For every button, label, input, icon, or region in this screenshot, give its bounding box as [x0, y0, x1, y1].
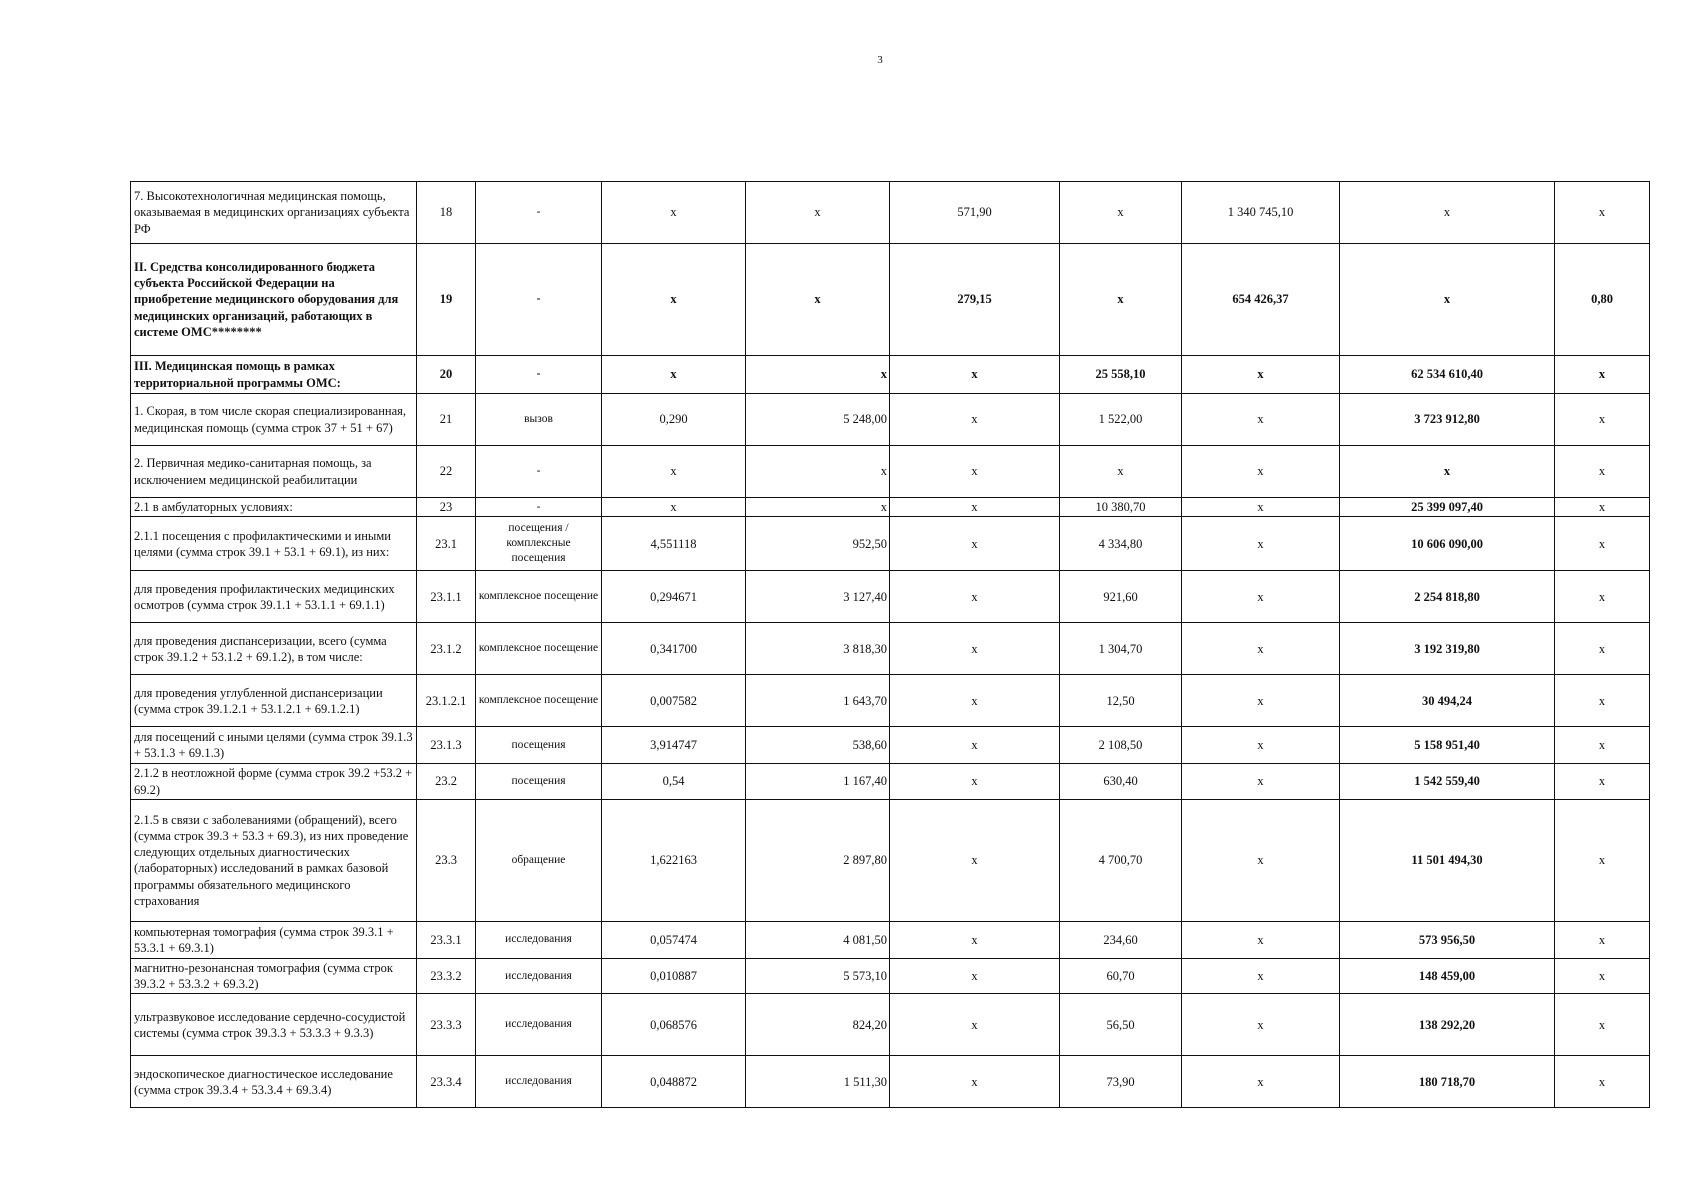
- volume-norm-cell: 0,341700: [602, 623, 746, 675]
- cost-norm-cell: 2 897,80: [746, 799, 890, 921]
- row-number-cell: 23.3.4: [417, 1056, 476, 1108]
- cost-norm-cell: 824,20: [746, 994, 890, 1056]
- share-cell: x: [1555, 182, 1650, 244]
- unit-cell: вызов: [476, 394, 602, 446]
- row-name-cell: 1. Скорая, в том числе скорая специализированная, медицинская помощь (сумма строк 37 + 51 + 67): [131, 394, 417, 446]
- row-name-cell: 2.1.5 в связи с заболеваниями (обращений), всего (сумма строк 39.3 + 53.3 + 69.3), из них проведение следующих отдельных диагностических (лабораторных) исследований в рамках базовой программы обязательного медицинского страхования: [131, 799, 417, 921]
- capita-budget-cell: 279,15: [890, 244, 1060, 356]
- cost-norm-cell: 5 573,10: [746, 958, 890, 994]
- cost-norm-cell: 3 127,40: [746, 571, 890, 623]
- capita-oms-cell: 1 522,00: [1060, 394, 1182, 446]
- row-name-cell: для посещений с иными целями (сумма строк 39.1.3 + 53.1.3 + 69.1.3): [131, 727, 417, 764]
- share-cell: x: [1555, 764, 1650, 800]
- share-cell: x: [1555, 571, 1650, 623]
- cost-budget-cell: x: [1182, 994, 1340, 1056]
- unit-cell: посещения: [476, 727, 602, 764]
- capita-oms-cell: 12,50: [1060, 675, 1182, 727]
- cost-oms-cell: 5 158 951,40: [1340, 727, 1555, 764]
- unit-cell: -: [476, 446, 602, 498]
- unit-cell: -: [476, 498, 602, 517]
- cost-oms-cell: 11 501 494,30: [1340, 799, 1555, 921]
- cost-oms-cell: 1 542 559,40: [1340, 764, 1555, 800]
- row-name-cell: магнитно-резонансная томография (сумма строк 39.3.2 + 53.3.2 + 69.3.2): [131, 958, 417, 994]
- cost-oms-cell: 3 723 912,80: [1340, 394, 1555, 446]
- cost-norm-cell: x: [746, 356, 890, 394]
- capita-oms-cell: 25 558,10: [1060, 356, 1182, 394]
- table-row: [131, 446, 1650, 498]
- cost-norm-cell: 4 081,50: [746, 921, 890, 958]
- unit-cell: -: [476, 356, 602, 394]
- page-number: 3: [877, 54, 883, 66]
- capita-budget-cell: x: [890, 958, 1060, 994]
- row-name-cell: эндоскопическое диагностическое исследование (сумма строк 39.3.4 + 53.3.4 + 69.3.4): [131, 1056, 417, 1108]
- row-name-cell: 2.1 в амбулаторных условиях:: [131, 498, 417, 517]
- cost-norm-cell: x: [746, 498, 890, 517]
- row-name-cell: для проведения углубленной диспансеризации (сумма строк 39.1.2.1 + 53.1.2.1 + 69.1.2.1): [131, 675, 417, 727]
- cost-budget-cell: x: [1182, 764, 1340, 800]
- row-number-cell: 22: [417, 446, 476, 498]
- row-number-cell: 21: [417, 394, 476, 446]
- row-name-cell: 2.1.1 посещения с профилактическими и иными целями (сумма строк 39.1 + 53.1 + 69.1), из них:: [131, 517, 417, 571]
- share-cell: x: [1555, 498, 1650, 517]
- cost-budget-cell: x: [1182, 921, 1340, 958]
- row-name-cell: 2. Первичная медико-санитарная помощь, за исключением медицинской реабилитации: [131, 446, 417, 498]
- row-number-cell: 23.3.3: [417, 994, 476, 1056]
- capita-budget-cell: x: [890, 921, 1060, 958]
- cost-budget-cell: x: [1182, 1056, 1340, 1108]
- cost-oms-cell: 573 956,50: [1340, 921, 1555, 958]
- table-row: [131, 727, 1650, 764]
- unit-cell: посещения / комплексные посещения: [476, 517, 602, 571]
- row-number-cell: 23.3: [417, 799, 476, 921]
- cost-oms-cell: 62 534 610,40: [1340, 356, 1555, 394]
- volume-norm-cell: 4,551118: [602, 517, 746, 571]
- volume-norm-cell: 3,914747: [602, 727, 746, 764]
- cost-budget-cell: x: [1182, 446, 1340, 498]
- table-row: [131, 394, 1650, 446]
- cost-norm-cell: x: [746, 244, 890, 356]
- capita-budget-cell: x: [890, 446, 1060, 498]
- unit-cell: посещения: [476, 764, 602, 800]
- table-row: [131, 799, 1650, 921]
- table-body: [131, 182, 1650, 1108]
- share-cell: x: [1555, 921, 1650, 958]
- unit-cell: комплексное посещение: [476, 571, 602, 623]
- cost-oms-cell: 138 292,20: [1340, 994, 1555, 1056]
- unit-cell: комплексное посещение: [476, 675, 602, 727]
- volume-norm-cell: x: [602, 182, 746, 244]
- cost-oms-cell: 180 718,70: [1340, 1056, 1555, 1108]
- row-number-cell: 23.1.1: [417, 571, 476, 623]
- row-number-cell: 19: [417, 244, 476, 356]
- row-number-cell: 23.1.2: [417, 623, 476, 675]
- cost-budget-cell: x: [1182, 675, 1340, 727]
- capita-budget-cell: x: [890, 498, 1060, 517]
- unit-cell: исследования: [476, 994, 602, 1056]
- row-number-cell: 23.1.2.1: [417, 675, 476, 727]
- capita-budget-cell: x: [890, 727, 1060, 764]
- cost-oms-cell: x: [1340, 244, 1555, 356]
- cost-budget-cell: x: [1182, 958, 1340, 994]
- cost-budget-cell: x: [1182, 517, 1340, 571]
- capita-oms-cell: 630,40: [1060, 764, 1182, 800]
- share-cell: x: [1555, 356, 1650, 394]
- share-cell: x: [1555, 958, 1650, 994]
- share-cell: x: [1555, 994, 1650, 1056]
- table-row: [131, 675, 1650, 727]
- capita-oms-cell: 73,90: [1060, 1056, 1182, 1108]
- row-number-cell: 23.1: [417, 517, 476, 571]
- share-cell: x: [1555, 394, 1650, 446]
- cost-budget-cell: 654 426,37: [1182, 244, 1340, 356]
- cost-budget-cell: x: [1182, 799, 1340, 921]
- volume-norm-cell: 1,622163: [602, 799, 746, 921]
- cost-oms-cell: 2 254 818,80: [1340, 571, 1555, 623]
- capita-oms-cell: 10 380,70: [1060, 498, 1182, 517]
- unit-cell: обращение: [476, 799, 602, 921]
- capita-budget-cell: x: [890, 799, 1060, 921]
- cost-oms-cell: x: [1340, 182, 1555, 244]
- unit-cell: исследования: [476, 958, 602, 994]
- cost-oms-cell: 30 494,24: [1340, 675, 1555, 727]
- capita-budget-cell: x: [890, 675, 1060, 727]
- share-cell: x: [1555, 727, 1650, 764]
- cost-oms-cell: x: [1340, 446, 1555, 498]
- cost-budget-cell: x: [1182, 498, 1340, 517]
- table-row: [131, 182, 1650, 244]
- cost-budget-cell: x: [1182, 356, 1340, 394]
- row-name-cell: для проведения диспансеризации, всего (сумма строк 39.1.2 + 53.1.2 + 69.1.2), в том числе:: [131, 623, 417, 675]
- unit-cell: -: [476, 244, 602, 356]
- cost-norm-cell: 3 818,30: [746, 623, 890, 675]
- cost-norm-cell: 1 643,70: [746, 675, 890, 727]
- share-cell: x: [1555, 675, 1650, 727]
- capita-budget-cell: x: [890, 1056, 1060, 1108]
- cost-oms-cell: 10 606 090,00: [1340, 517, 1555, 571]
- table-row: [131, 994, 1650, 1056]
- capita-oms-cell: 56,50: [1060, 994, 1182, 1056]
- share-cell: x: [1555, 799, 1650, 921]
- table-row: [131, 498, 1650, 517]
- row-name-cell: ультразвуковое исследование сердечно-сосудистой системы (сумма строк 39.3.3 + 53.3.3 + 9.3.3): [131, 994, 417, 1056]
- table-row: [131, 921, 1650, 958]
- unit-cell: комплексное посещение: [476, 623, 602, 675]
- share-cell: 0,80: [1555, 244, 1650, 356]
- volume-norm-cell: x: [602, 244, 746, 356]
- cost-budget-cell: x: [1182, 394, 1340, 446]
- volume-norm-cell: 0,007582: [602, 675, 746, 727]
- capita-budget-cell: x: [890, 764, 1060, 800]
- volume-norm-cell: 0,010887: [602, 958, 746, 994]
- capita-budget-cell: 571,90: [890, 182, 1060, 244]
- row-name-cell: 2.1.2 в неотложной форме (сумма строк 39.2 +53.2 + 69.2): [131, 764, 417, 800]
- table-row: [131, 1056, 1650, 1108]
- cost-budget-cell: x: [1182, 623, 1340, 675]
- share-cell: x: [1555, 517, 1650, 571]
- share-cell: x: [1555, 446, 1650, 498]
- row-number-cell: 20: [417, 356, 476, 394]
- capita-oms-cell: 234,60: [1060, 921, 1182, 958]
- volume-norm-cell: x: [602, 356, 746, 394]
- table-row: [131, 958, 1650, 994]
- row-name-cell: II. Средства консолидированного бюджета субъекта Российской Федерации на приобретение медицинского оборудования для медицинских организаций, работающих в системе ОМС********: [131, 244, 417, 356]
- cost-oms-cell: 3 192 319,80: [1340, 623, 1555, 675]
- row-number-cell: 23: [417, 498, 476, 517]
- unit-cell: -: [476, 182, 602, 244]
- share-cell: x: [1555, 623, 1650, 675]
- capita-budget-cell: x: [890, 994, 1060, 1056]
- cost-budget-cell: x: [1182, 571, 1340, 623]
- volume-norm-cell: 0,54: [602, 764, 746, 800]
- capita-oms-cell: 2 108,50: [1060, 727, 1182, 764]
- capita-budget-cell: x: [890, 394, 1060, 446]
- cost-budget-cell: 1 340 745,10: [1182, 182, 1340, 244]
- cost-norm-cell: 1 511,30: [746, 1056, 890, 1108]
- capita-oms-cell: 4 700,70: [1060, 799, 1182, 921]
- financing-table: [130, 181, 1650, 1108]
- capita-budget-cell: x: [890, 517, 1060, 571]
- cost-norm-cell: 538,60: [746, 727, 890, 764]
- row-number-cell: 23.1.3: [417, 727, 476, 764]
- volume-norm-cell: x: [602, 498, 746, 517]
- capita-oms-cell: x: [1060, 446, 1182, 498]
- capita-oms-cell: 1 304,70: [1060, 623, 1182, 675]
- row-number-cell: 23.3.1: [417, 921, 476, 958]
- cost-budget-cell: x: [1182, 727, 1340, 764]
- table-row: [131, 571, 1650, 623]
- row-number-cell: 18: [417, 182, 476, 244]
- cost-norm-cell: 5 248,00: [746, 394, 890, 446]
- cost-oms-cell: 25 399 097,40: [1340, 498, 1555, 517]
- row-number-cell: 23.3.2: [417, 958, 476, 994]
- volume-norm-cell: 0,290: [602, 394, 746, 446]
- cost-norm-cell: 952,50: [746, 517, 890, 571]
- cost-norm-cell: x: [746, 182, 890, 244]
- capita-oms-cell: x: [1060, 182, 1182, 244]
- cost-norm-cell: x: [746, 446, 890, 498]
- row-name-cell: III. Медицинская помощь в рамках территориальной программы ОМС:: [131, 356, 417, 394]
- table-row: [131, 517, 1650, 571]
- volume-norm-cell: 0,048872: [602, 1056, 746, 1108]
- share-cell: x: [1555, 1056, 1650, 1108]
- table-row: [131, 764, 1650, 800]
- capita-oms-cell: 4 334,80: [1060, 517, 1182, 571]
- capita-budget-cell: x: [890, 571, 1060, 623]
- unit-cell: исследования: [476, 921, 602, 958]
- capita-budget-cell: x: [890, 623, 1060, 675]
- volume-norm-cell: 0,068576: [602, 994, 746, 1056]
- capita-oms-cell: x: [1060, 244, 1182, 356]
- capita-budget-cell: x: [890, 356, 1060, 394]
- table-row: [131, 623, 1650, 675]
- capita-oms-cell: 60,70: [1060, 958, 1182, 994]
- row-number-cell: 23.2: [417, 764, 476, 800]
- row-name-cell: 7. Высокотехнологичная медицинская помощь, оказываемая в медицинских организациях субъекта РФ: [131, 182, 417, 244]
- volume-norm-cell: 0,057474: [602, 921, 746, 958]
- cost-norm-cell: 1 167,40: [746, 764, 890, 800]
- volume-norm-cell: x: [602, 446, 746, 498]
- cost-oms-cell: 148 459,00: [1340, 958, 1555, 994]
- table-row: [131, 244, 1650, 356]
- capita-oms-cell: 921,60: [1060, 571, 1182, 623]
- row-name-cell: для проведения профилактических медицинских осмотров (сумма строк 39.1.1 + 53.1.1 + 69.1.1): [131, 571, 417, 623]
- row-name-cell: компьютерная томография (сумма строк 39.3.1 + 53.3.1 + 69.3.1): [131, 921, 417, 958]
- unit-cell: исследования: [476, 1056, 602, 1108]
- table-row: [131, 356, 1650, 394]
- volume-norm-cell: 0,294671: [602, 571, 746, 623]
